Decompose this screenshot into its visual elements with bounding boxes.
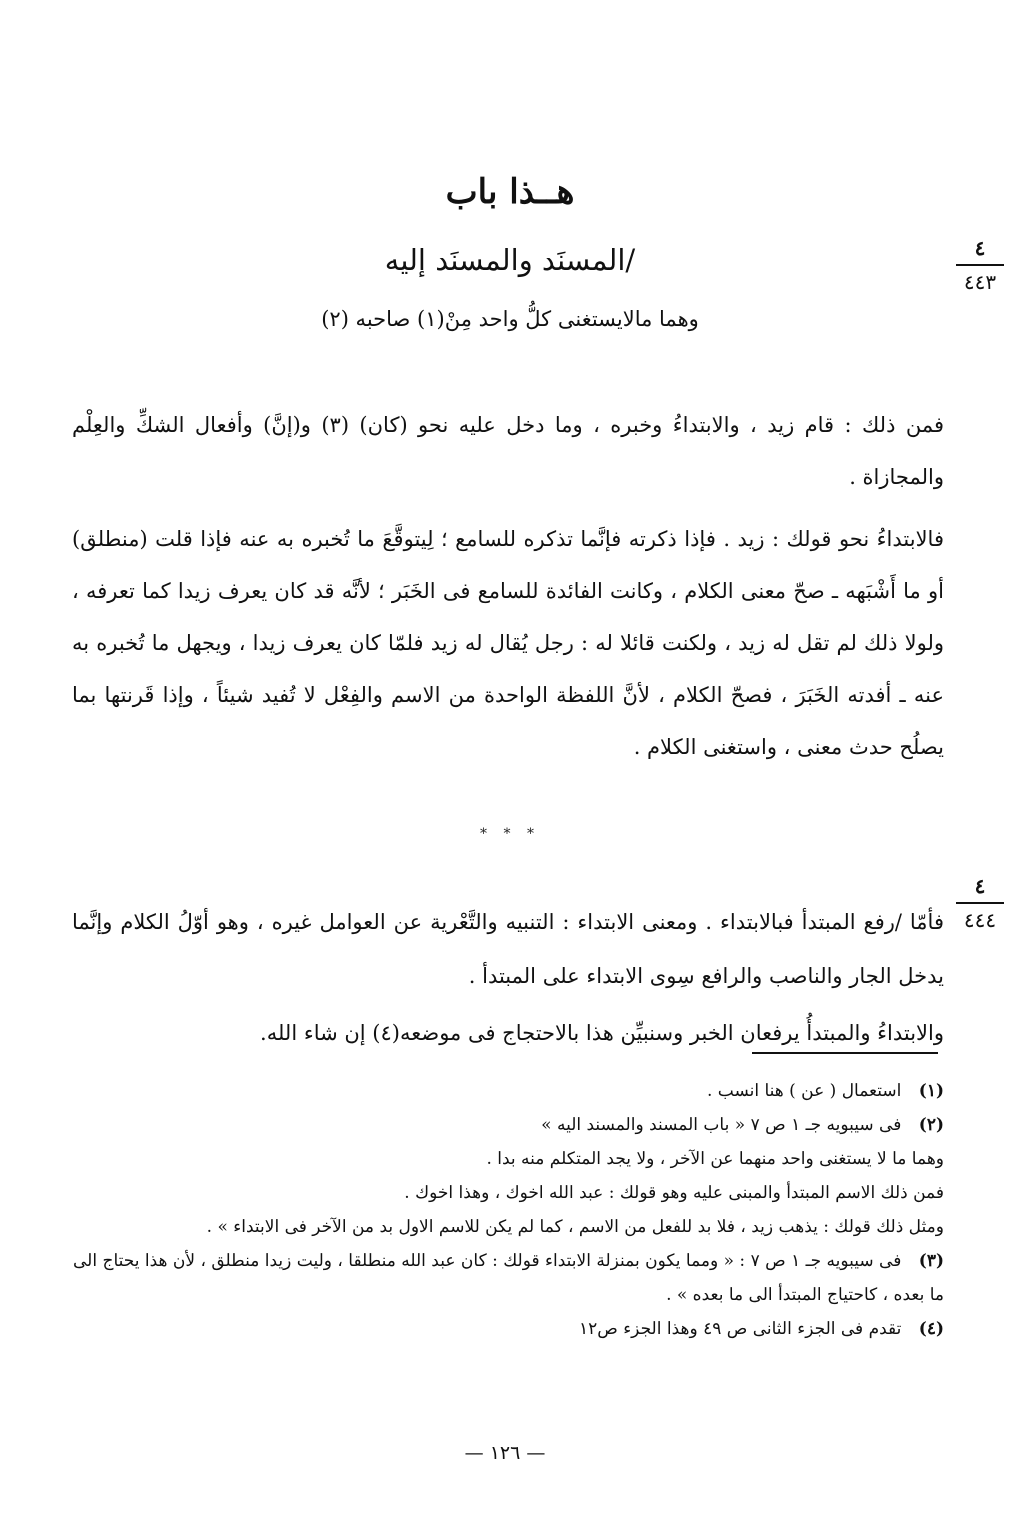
margin-page-number: ٤٤٤ xyxy=(963,908,997,932)
section-subtitle: وهما مالايستغنى كلُّ واحد مِنْ(١) صاحبه (٢) xyxy=(321,307,699,331)
footnote-text: ومثل ذلك قولك : يذهب زيد ، فلا بد للفعل من الاسم ، كما لم يكن للاسم الاول بد من الآخر فى الابتداء » . xyxy=(206,1217,944,1237)
footnote-text: تقدم فى الجزء الثانى ص ٤٩ وهذا الجزء ص١٢ xyxy=(578,1319,902,1339)
margin-page-reference xyxy=(954,236,1006,294)
chapter-title: هــذا باب xyxy=(445,172,575,212)
margin-page-number: ٤٤٣ xyxy=(963,270,997,294)
body-paragraph: فأمّا /رفع المبتدأ فبالابتداء . ومعنى الابتداء : التنبيه والتَّعْرية عن العوامل غيره ، وهو أوّلُ الكلام وإنَّما يدخل الجار والناصب والرافع سِوى الابتداء على المبتدأ . xyxy=(72,910,944,988)
footnote-number: (٢) xyxy=(918,1115,944,1135)
body-paragraph: فالابتداءُ نحو قولك : زيد . فإذا ذكرته فإنَّما تذكره للسامع ؛ لِيتوقَّعَ ما تُخبره به عنه فإذا قلت (منطلق) أو ما أَشْبَهه ـ صحّ معنى الكلام ، وكانت الفائدة للسامع فى الخَبَر ؛ لأنَّه قد كان يعرف زيدا كما تعرفه ، ولولا ذلك لم تقل له زيد ، ولكنت قائلا له : رجل يُقال له زيد فلمّا كان يعرف زيدا ، ويجهل ما تُخبره به عنه ـ أفدته الخَبَرَ ، فصحّ الكلام ، لأنَّ اللفظة الواحدة من الاسم والفِعْل لا تُفيد شيئاً ، وإذا قَرنتها بما يصلُح حدث معنى ، واستغنى الكلام . xyxy=(72,527,944,759)
body-paragraph: والابتداءُ والمبتدأُ يرفعان الخبر وسنبيِّن هذا بالاحتجاج فى موضعه(٤) إن شاء الله. xyxy=(260,1021,944,1045)
body-paragraph: فمن ذلك : قام زيد ، والابتداءُ وخبره ، وما دخل عليه نحو (كان) (٣) و(إنَّ) وأفعال الشكِّ والعِلْم والمجازاة . xyxy=(72,413,945,489)
margin-volume-number: ٤ xyxy=(974,874,986,898)
footnote-text: فى سيبويه جـ ١ ص ٧ : « ومما يكون بمنزلة الابتداء قولك : كان عبد الله منطلقا ، وليت زيدا منطلق ، لأن هذا يحتاج الى ما بعده ، كاحتياج المبتدأ الى ما بعده » . xyxy=(73,1251,944,1305)
footnote xyxy=(72,1244,944,1312)
footnote-text: استعمال ( عن ) هنا انسب . xyxy=(706,1081,902,1101)
footnote-number: (٣) xyxy=(918,1251,944,1271)
footnote xyxy=(72,1312,944,1346)
footnote-continuation xyxy=(72,1210,944,1244)
footnote-text: فى سيبويه جـ ١ ص ٧ « باب المسند والمسند اليه » xyxy=(541,1115,902,1135)
margin-volume-number: ٤ xyxy=(974,236,986,260)
footnote-number: (١) xyxy=(918,1081,944,1101)
section-title: /المسنَد والمسنَد إليه xyxy=(384,243,636,277)
footnote-number: (٤) xyxy=(918,1319,944,1339)
footnote xyxy=(72,1108,944,1142)
section-divider: * * * xyxy=(480,826,540,842)
footnote-continuation xyxy=(72,1142,944,1176)
page-number: — ١٢٦ — xyxy=(464,1442,546,1464)
margin-fraction-bar xyxy=(956,902,1004,904)
footnote-continuation xyxy=(72,1176,944,1210)
footnote-separator xyxy=(752,1052,938,1054)
margin-fraction-bar xyxy=(956,264,1004,266)
footnote-text: فمن ذلك الاسم المبتدأ والمبنى عليه وهو قولك : عبد الله اخوك ، وهذا اخوك . xyxy=(404,1183,944,1203)
footnote xyxy=(72,1074,944,1108)
margin-page-reference xyxy=(954,874,1006,932)
footnotes xyxy=(72,1074,944,1346)
footnote-text: وهما ما لا يستغنى واحد منهما عن الآخر ، ولا يجد المتكلم منه بدا . xyxy=(486,1149,944,1169)
